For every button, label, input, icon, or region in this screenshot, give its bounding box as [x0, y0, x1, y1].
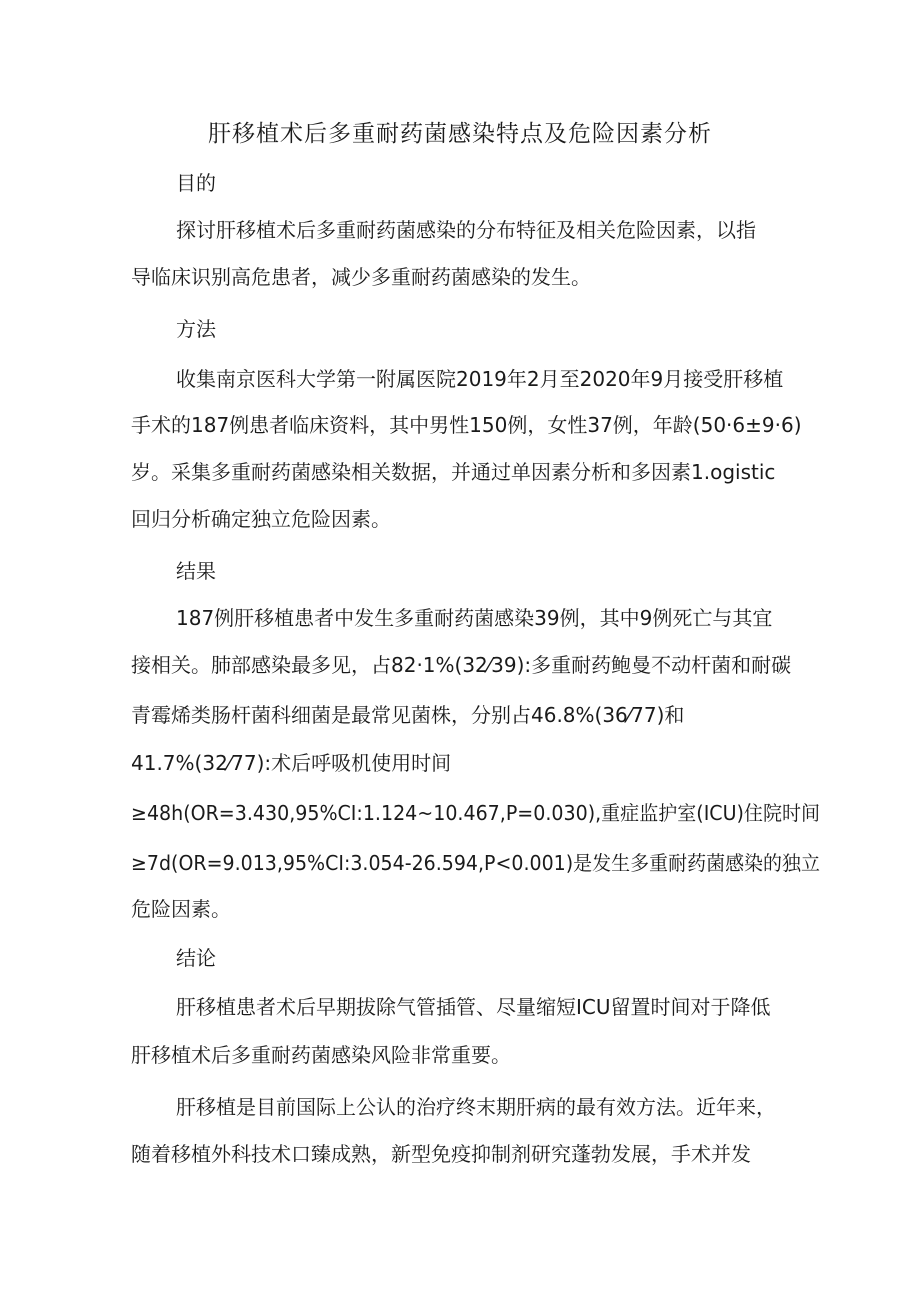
paragraph-line: 手术的187例患者临床资料，其中男性150例，女性37例，年龄(50·6±9·6) [131, 413, 802, 437]
paragraph-line: ≥48h(OR=3.430,95%CI:1.124~10.467,P=0.030),重症监护室(ICU)住院时间 [131, 801, 821, 825]
section-heading-results: 结果 [176, 559, 216, 583]
paragraph-line: 探讨肝移植术后多重耐药菌感染的分布特征及相关危险因素，以指 [176, 218, 756, 242]
section-heading-purpose: 目的 [176, 171, 216, 195]
section-heading-conclusion: 结论 [176, 946, 216, 970]
section-heading-methods: 方法 [176, 317, 216, 341]
paragraph-line: 收集南京医科大学第一附属医院2019年2月至2020年9月接受肝移植 [176, 367, 784, 391]
paragraph-line: 岁。采集多重耐药菌感染相关数据，并通过单因素分析和多因素1.ogistic [131, 460, 776, 484]
document-title: 肝移植术后多重耐药菌感染特点及危险因素分析 [208, 121, 712, 147]
paragraph-line: 肝移植术后多重耐药菌感染风险非常重要。 [131, 1043, 511, 1067]
paragraph-line: ≥7d(OR=9.013,95%CI:3.054-26.594,P<0.001)是发生多重耐药菌感染的独立 [131, 851, 821, 875]
paragraph-line: 肝移植患者术后早期拔除气管插管、尽量缩短ICU留置时间对于降低 [176, 995, 771, 1019]
paragraph-line: 187例肝移植患者中发生多重耐药菌感染39例，其中9例死亡与其宜 [176, 606, 773, 630]
paragraph-line: 41.7%(32⁄77):术后呼吸机使用时间 [131, 751, 452, 775]
paragraph-line: 回归分析确定独立危险因素。 [131, 507, 391, 531]
paragraph-line: 随着移植外科技术口臻成熟，新型免疫抑制剂研究蓬勃发展，手术并发 [131, 1142, 751, 1166]
paragraph-line: 导临床识别高危患者，减少多重耐药菌感染的发生。 [131, 265, 591, 289]
paragraph-line: 接相关。肺部感染最多见，占82·1%(32⁄39):多重耐药鲍曼不动杆菌和耐碳 [131, 653, 792, 677]
paragraph-line: 青霉烯类肠杆菌科细菌是最常见菌株，分别占46.8%(36⁄77)和 [131, 703, 685, 727]
paragraph-line: 危险因素。 [131, 897, 231, 921]
paragraph-line: 肝移植是目前国际上公认的治疗终末期肝病的最有效方法。近年来， [176, 1095, 776, 1119]
